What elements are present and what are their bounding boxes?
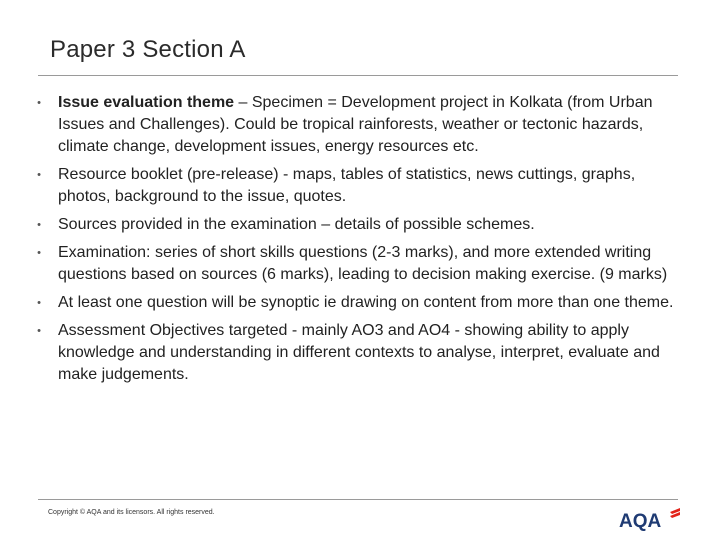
bullet-bold-lead: Issue evaluation theme xyxy=(58,94,235,111)
bullet-item xyxy=(30,92,680,158)
aqa-logo-accent-icon xyxy=(670,508,680,518)
aqa-logo xyxy=(618,506,682,532)
bullet-text: – Specimen = Development project in Kolkata (from Urban Issues and Challenges). Could be tropical rainforests, weather or tectonic hazards, climate change, development issues, energy resources etc. xyxy=(58,94,653,155)
bullet-text: At least one question will be synoptic ie drawing on content from more than one theme. xyxy=(58,294,674,311)
bullet-icon: • xyxy=(37,219,41,231)
footer-divider xyxy=(38,499,678,500)
bullet-item xyxy=(30,214,680,236)
bullet-item xyxy=(30,292,680,314)
bullet-icon: • xyxy=(37,247,41,259)
bullet-item xyxy=(30,164,680,208)
aqa-logo-text: AQA xyxy=(619,511,662,532)
bullet-item xyxy=(30,320,680,386)
bullet-text: Sources provided in the examination – details of possible schemes. xyxy=(58,216,535,233)
page-title: Paper 3 Section A xyxy=(50,36,246,63)
bullet-text: Examination: series of short skills questions (2-3 marks), and more extended writing questions based on sources (6 marks), leading to decision making exercise. (9 marks) xyxy=(58,244,668,283)
bullet-text: Assessment Objectives targeted - mainly AO3 and AO4 - showing ability to apply knowledge and understanding in different contexts to analyse, interpret, evaluate and make judgements. xyxy=(58,322,660,383)
copyright-text: Copyright © AQA and its licensors. All rights reserved. xyxy=(48,509,215,516)
bullet-icon: • xyxy=(37,169,41,181)
bullet-text: Resource booklet (pre-release) - maps, tables of statistics, news cuttings, graphs, photos, background to the issue, quotes. xyxy=(58,166,636,205)
bullet-icon: • xyxy=(37,97,41,109)
title-divider xyxy=(38,75,678,76)
bullet-item xyxy=(30,242,680,286)
bullet-icon: • xyxy=(37,325,41,337)
bullet-list xyxy=(30,92,680,392)
bullet-icon: • xyxy=(37,297,41,309)
